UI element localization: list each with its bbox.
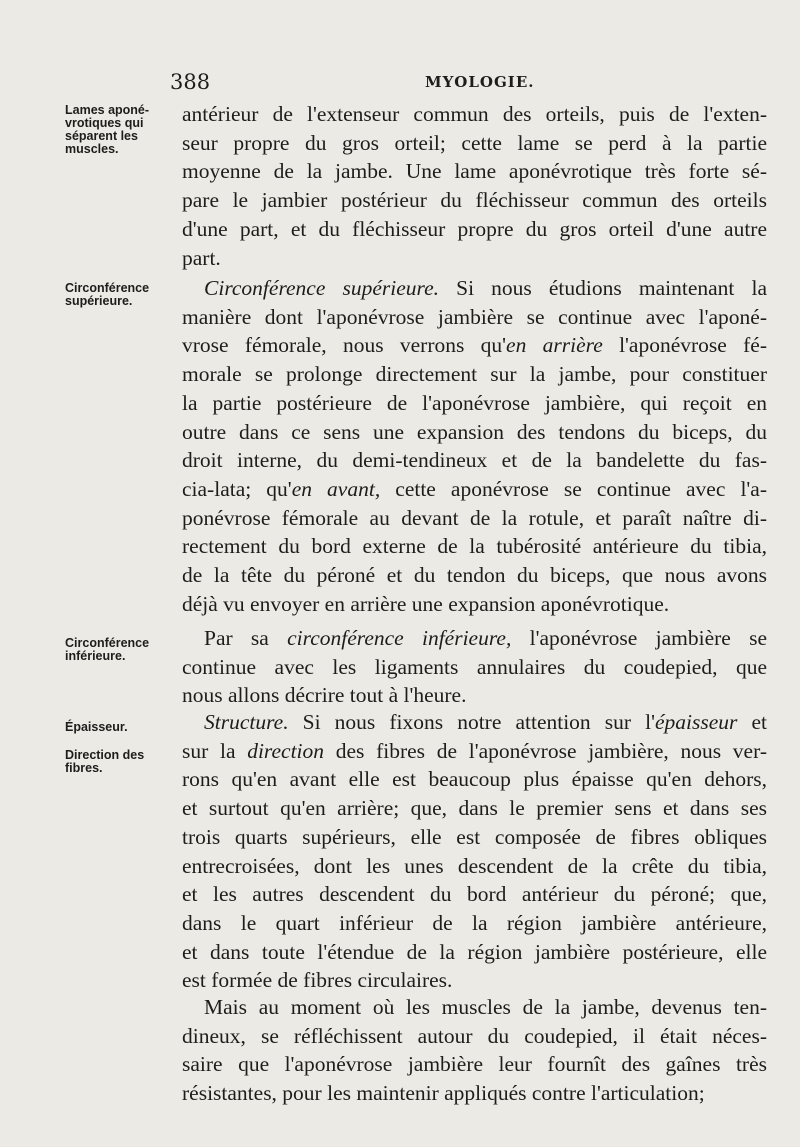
margin-note-line: Lames aponé- <box>65 103 150 117</box>
text-line: d'une part, et du fléchisseur propre du gros orteil d'une autre <box>182 216 767 241</box>
margin-note-line: fibres. <box>65 761 103 775</box>
margin-note-line: inférieure. <box>65 649 126 663</box>
text-line: seur propre du gros orteil; cette lame se perd à la partie <box>182 130 767 155</box>
margin-note <box>65 637 183 663</box>
text-line: Mais au moment où les muscles de la jambe, devenus ten- <box>204 995 767 1019</box>
margin-note <box>65 749 183 775</box>
text-line: continue avec les ligaments annulaires du coudepied, que <box>182 654 767 679</box>
text-line: trois quarts supérieurs, elle est composée de fibres obliques <box>182 824 767 849</box>
text-line: et dans toute l'étendue de la région jambière postérieure, elle <box>182 939 767 964</box>
text-line: rectement du bord externe de la tubérosité antérieure du tibia, <box>182 534 767 559</box>
text-line: nous allons décrire tout à l'heure. <box>182 683 467 708</box>
margin-note-line: muscles. <box>65 142 119 156</box>
text-line: manière dont l'aponévrose jambière se continue avec l'aponé- <box>182 304 767 329</box>
text-line: rons qu'en avant elle est beaucoup plus épaisse qu'en dehors, <box>182 767 767 792</box>
margin-note-line: Circonférence <box>65 281 150 295</box>
text-line: ponévrose fémorale au devant de la rotule, et paraît naître di- <box>182 505 767 530</box>
paragraph <box>182 100 767 272</box>
running-title: MYOLOGIE. <box>425 73 535 91</box>
margin-note <box>65 282 183 308</box>
text-line: moyenne de la jambe. Une lame aponévrotique très forte sé- <box>182 159 767 184</box>
text-line: Par sa circonférence inférieure, l'aponévrose jambière se <box>204 626 767 650</box>
text-line: outre dans ce sens une expansion des tendons du biceps, du <box>182 419 767 444</box>
text-line: antérieur de l'extenseur commun des orteils, puis de l'exten- <box>182 102 767 126</box>
margin-note-line: supérieure. <box>65 294 133 308</box>
text-line: résistantes, pour les maintenir appliqués contre l'articulation; <box>182 1081 705 1106</box>
text-line: et les autres descendent du bord antérieur du péroné; que, <box>182 882 767 907</box>
text-line: sur la direction des fibres de l'aponévrose jambière, nous ver- <box>182 738 767 763</box>
paragraph <box>182 624 767 710</box>
page-header <box>170 70 590 98</box>
text-line: cia-lata; qu'en avant, cette aponévrose se continue avec l'a- <box>182 476 767 501</box>
text-line: Structure. Si nous fixons notre attention sur l'épaisseur et <box>204 710 767 734</box>
paragraph <box>182 993 767 1108</box>
text-line: et surtout qu'en arrière; que, dans le premier sens et dans ses <box>182 796 767 821</box>
text-line: vrose fémorale, nous verrons qu'en arrière l'aponévrose fé- <box>182 333 767 358</box>
text-line: dineux, se réfléchissent autour du coudepied, il était néces- <box>182 1023 767 1048</box>
margin-note-line: Direction des <box>65 748 145 762</box>
paragraph <box>182 274 767 618</box>
text-line: déjà vu envoyer en arrière une expansion aponévrotique. <box>182 591 670 616</box>
margin-note <box>65 104 183 156</box>
margin-note <box>65 721 183 734</box>
margin-note-line: séparent les <box>65 129 138 143</box>
text-line: morale se prolonge directement sur la jambe, pour constituer <box>182 362 767 387</box>
text-line: pare le jambier postérieur du fléchisseur commun des orteils <box>182 188 767 213</box>
page-number: 388 <box>170 70 211 94</box>
text-line: droit interne, du demi-tendineux et de la bandelette du fas- <box>182 448 767 473</box>
text-line: dans le quart inférieur de la région jambière antérieure, <box>182 910 767 935</box>
text-line: part. <box>182 245 221 270</box>
paragraph <box>182 708 767 995</box>
margin-note-line: vrotiques qui <box>65 116 144 130</box>
text-line: de la tête du péroné et du tendon du biceps, que nous avons <box>182 563 767 588</box>
text-line: entrecroisées, dont les unes descendent de la crête du tibia, <box>182 853 767 878</box>
margin-note-line: Épaisseur. <box>65 720 128 734</box>
text-line: saire que l'aponévrose jambière leur fournît des gaînes très <box>182 1052 767 1077</box>
text-line: est formée de fibres circulaires. <box>182 968 453 993</box>
text-line: Circonférence supérieure. Si nous étudions maintenant la <box>204 276 767 300</box>
text-line: la partie postérieure de l'aponévrose jambière, qui reçoit en <box>182 390 767 415</box>
margin-note-line: Circonférence <box>65 636 150 650</box>
